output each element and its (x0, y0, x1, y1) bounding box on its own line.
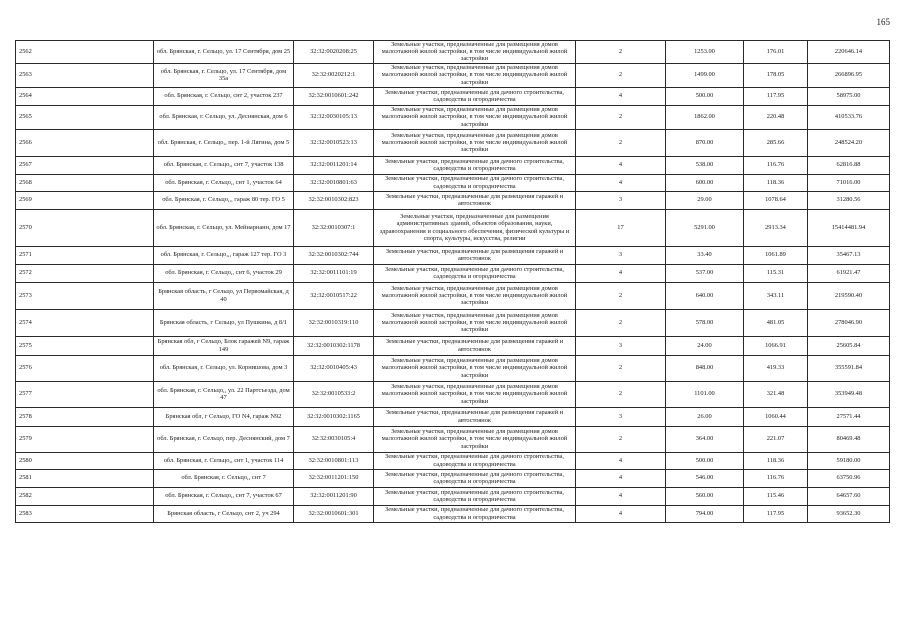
specific-value-cell: 419.33 (744, 355, 808, 381)
table-row (16, 63, 890, 87)
use-group-code-cell: 4 (576, 87, 666, 105)
specific-value-cell: 178.05 (744, 63, 808, 87)
cadastral-value-cell: 61921.47 (808, 264, 890, 282)
table-row (16, 246, 890, 264)
land-valuation-table (15, 40, 890, 523)
row-number: 2569 (16, 191, 154, 209)
area-cell: 600.00 (666, 174, 744, 191)
area-cell: 1499.00 (666, 63, 744, 87)
land-use-cell: Земельные участки, предназначенные для размещения гаражей и автостоянок (374, 336, 576, 355)
table-row (16, 129, 890, 156)
address-cell: обл. Брянская, г. Сельцо, ул. 17 Сентября, дом 25 (154, 41, 294, 64)
specific-value-cell: 176.01 (744, 41, 808, 64)
land-use-cell: Земельные участки, предназначенные для дачного строительства, садоводства и огородничества (374, 87, 576, 105)
cadastral-number-cell: 32:32:0011201:90 (294, 487, 374, 505)
row-number: 2579 (16, 426, 154, 452)
table-row (16, 209, 890, 246)
address-cell: обл. Брянская, г. Сельцо, снт 2, участок 237 (154, 87, 294, 105)
area-cell: 1253.00 (666, 41, 744, 64)
cadastral-value-cell: 248524.20 (808, 129, 890, 156)
cadastral-number-cell: 32:32:0010302:823 (294, 191, 374, 209)
cadastral-number-cell: 32:32:0010302:1178 (294, 336, 374, 355)
area-cell: 546.00 (666, 469, 744, 487)
use-group-code-cell: 4 (576, 174, 666, 191)
address-cell: обл. Брянская, г. Сельцо,, снт 1, участок 114 (154, 452, 294, 469)
row-number: 2575 (16, 336, 154, 355)
cadastral-number-cell: 32:32:0010601:301 (294, 505, 374, 522)
land-use-cell: Земельные участки, предназначенные для размещения домов малоэтажной жилой застройки, в том числе индивидуальной жилой застройки (374, 105, 576, 129)
row-number: 2582 (16, 487, 154, 505)
table-row (16, 505, 890, 522)
cadastral-number-cell: 32:32:0010319:110 (294, 309, 374, 336)
cadastral-value-cell: 266896.95 (808, 63, 890, 87)
area-cell: 640.00 (666, 282, 744, 309)
specific-value-cell: 1066.91 (744, 336, 808, 355)
cadastral-number-cell: 32:32:0010517:22 (294, 282, 374, 309)
row-number: 2566 (16, 129, 154, 156)
row-number: 2577 (16, 381, 154, 407)
use-group-code-cell: 4 (576, 452, 666, 469)
address-cell: обл. Брянская, г. Сельцо,, снт 6, участок 29 (154, 264, 294, 282)
address-cell: обл. Брянская, г. Сельцо,, пер. 1-й Лягина, дом 5 (154, 129, 294, 156)
land-use-cell: Земельные участки, предназначенные для размещения домов малоэтажной жилой застройки, в том числе индивидуальной жилой застройки (374, 63, 576, 87)
land-use-cell: Земельные участки, предназначенные для размещения домов малоэтажной жилой застройки, в том числе индивидуальной жилой застройки (374, 309, 576, 336)
address-cell: Брянская область, г Сельцо, ул Первомайская, д 40 (154, 282, 294, 309)
use-group-code-cell: 3 (576, 246, 666, 264)
address-cell: обл. Брянская, г. Сельцо,,, гараж 80 тер. ГО 5 (154, 191, 294, 209)
row-number: 2583 (16, 505, 154, 522)
cadastral-value-cell: 25605.84 (808, 336, 890, 355)
row-number: 2580 (16, 452, 154, 469)
table-row (16, 469, 890, 487)
table-row (16, 426, 890, 452)
cadastral-value-cell: 219590.40 (808, 282, 890, 309)
specific-value-cell: 1060.44 (744, 407, 808, 426)
cadastral-number-cell: 32:32:0010801:63 (294, 174, 374, 191)
table-row (16, 264, 890, 282)
specific-value-cell: 115.31 (744, 264, 808, 282)
row-number: 2572 (16, 264, 154, 282)
cadastral-number-cell: 32:32:0011201:14 (294, 156, 374, 174)
specific-value-cell: 118.36 (744, 174, 808, 191)
table-row (16, 336, 890, 355)
specific-value-cell: 118.36 (744, 452, 808, 469)
cadastral-value-cell: 63750.96 (808, 469, 890, 487)
address-cell: обл. Брянская, г. Сельцо, ул. 17 Сентября, дом 35а (154, 63, 294, 87)
land-use-cell: Земельные участки, предназначенные для размещения домов малоэтажной жилой застройки, в том числе индивидуальной жилой застройки (374, 381, 576, 407)
area-cell: 364.00 (666, 426, 744, 452)
table-row (16, 407, 890, 426)
use-group-code-cell: 2 (576, 63, 666, 87)
area-cell: 29.00 (666, 191, 744, 209)
cadastral-number-cell: 32:32:0010405:43 (294, 355, 374, 381)
page-number: 165 (876, 17, 890, 27)
specific-value-cell: 1061.89 (744, 246, 808, 264)
table-row (16, 381, 890, 407)
specific-value-cell: 321.48 (744, 381, 808, 407)
use-group-code-cell: 2 (576, 426, 666, 452)
land-use-cell: Земельные участки, предназначенные для размещения домов малоэтажной жилой застройки, в том числе индивидуальной жилой застройки (374, 282, 576, 309)
cadastral-value-cell: 353949.48 (808, 381, 890, 407)
land-use-cell: Земельные участки, предназначенные для размещения домов малоэтажной жилой застройки, в том числе индивидуальной жилой застройки (374, 426, 576, 452)
cadastral-number-cell: 32:32:0030105:13 (294, 105, 374, 129)
area-cell: 870.00 (666, 129, 744, 156)
cadastral-value-cell: 80469.48 (808, 426, 890, 452)
table-row (16, 282, 890, 309)
table-row (16, 41, 890, 64)
specific-value-cell: 1078.64 (744, 191, 808, 209)
cadastral-value-cell: 35467.13 (808, 246, 890, 264)
area-cell: 560.00 (666, 487, 744, 505)
cadastral-number-cell: 32:32:0010302:744 (294, 246, 374, 264)
use-group-code-cell: 17 (576, 209, 666, 246)
address-cell: обл. Брянская, г. Сельцо, ул. Корнишова, дом 3 (154, 355, 294, 381)
use-group-code-cell: 4 (576, 264, 666, 282)
use-group-code-cell: 2 (576, 105, 666, 129)
specific-value-cell: 117.95 (744, 87, 808, 105)
use-group-code-cell: 2 (576, 129, 666, 156)
land-use-cell: Земельные участки, предназначенные для дачного строительства, садоводства и огородничества (374, 487, 576, 505)
use-group-code-cell: 3 (576, 191, 666, 209)
cadastral-value-cell: 355591.84 (808, 355, 890, 381)
specific-value-cell: 115.46 (744, 487, 808, 505)
row-number: 2574 (16, 309, 154, 336)
address-cell: обл. Брянская, г. Сельцо,, снт 7, участок 138 (154, 156, 294, 174)
row-number: 2564 (16, 87, 154, 105)
address-cell: Брянская область, г Сельцо, ул Пушкина, д 8/1 (154, 309, 294, 336)
cadastral-value-cell: 27571.44 (808, 407, 890, 426)
land-use-cell: Земельные участки, предназначенные для дачного строительства, садоводства и огородничества (374, 156, 576, 174)
specific-value-cell: 117.95 (744, 505, 808, 522)
cadastral-value-cell: 62816.88 (808, 156, 890, 174)
row-number: 2573 (16, 282, 154, 309)
use-group-code-cell: 2 (576, 309, 666, 336)
table-row (16, 355, 890, 381)
land-use-cell: Земельные участки, предназначенные для размещения домов малоэтажной жилой застройки, в том числе индивидуальной жилой застройки (374, 129, 576, 156)
area-cell: 24.00 (666, 336, 744, 355)
cadastral-number-cell: 32:32:0020212:1 (294, 63, 374, 87)
table-row (16, 87, 890, 105)
use-group-code-cell: 2 (576, 381, 666, 407)
cadastral-value-cell: 59180.00 (808, 452, 890, 469)
cadastral-value-cell: 278046.90 (808, 309, 890, 336)
row-number: 2568 (16, 174, 154, 191)
cadastral-number-cell: 32:32:0020208:25 (294, 41, 374, 64)
cadastral-value-cell: 71016.00 (808, 174, 890, 191)
table-row (16, 174, 890, 191)
address-cell: обл. Брянская, г. Сельцо, пер. Деснянский, дом 7 (154, 426, 294, 452)
specific-value-cell: 481.05 (744, 309, 808, 336)
row-number: 2567 (16, 156, 154, 174)
cadastral-value-cell: 58975.00 (808, 87, 890, 105)
use-group-code-cell: 4 (576, 156, 666, 174)
address-cell: обл. Брянская, г. Сельцо, ул. Мейнарнанн, дом 17 (154, 209, 294, 246)
area-cell: 848.00 (666, 355, 744, 381)
row-number: 2581 (16, 469, 154, 487)
area-cell: 578.00 (666, 309, 744, 336)
row-number: 2562 (16, 41, 154, 64)
specific-value-cell: 221.07 (744, 426, 808, 452)
row-number: 2565 (16, 105, 154, 129)
land-use-cell: Земельные участки, предназначенные для дачного строительства, садоводства и огородничества (374, 469, 576, 487)
use-group-code-cell: 3 (576, 407, 666, 426)
address-cell: Брянская обл, г Сельцо, Блок гаражей N9, гараж 149 (154, 336, 294, 355)
area-cell: 794.00 (666, 505, 744, 522)
land-use-cell: Земельные участки, предназначенные для размещения гаражей и автостоянок (374, 191, 576, 209)
land-use-cell: Земельные участки, предназначенные для размещения административных зданий, объектов образования, науки, здравоохранения и социального обеспечения, физической культуры и спорта, культуры, искусства, религии (374, 209, 576, 246)
table-row (16, 487, 890, 505)
address-cell: обл. Брянская, г. Сельцо,, снт 7 (154, 469, 294, 487)
area-cell: 1101.00 (666, 381, 744, 407)
cadastral-number-cell: 32:32:0011101:19 (294, 264, 374, 282)
area-cell: 538.00 (666, 156, 744, 174)
specific-value-cell: 116.76 (744, 469, 808, 487)
cadastral-number-cell: 32:32:0010801:113 (294, 452, 374, 469)
land-use-cell: Земельные участки, предназначенные для размещения гаражей и автостоянок (374, 407, 576, 426)
address-cell: обл. Брянская, г. Сельцо,, ул. 22 Партсъезда, дом 47 (154, 381, 294, 407)
area-cell: 26.00 (666, 407, 744, 426)
address-cell: обл. Брянская, г. Сельцо,, снт 1, участок 64 (154, 174, 294, 191)
use-group-code-cell: 4 (576, 469, 666, 487)
row-number: 2570 (16, 209, 154, 246)
specific-value-cell: 116.76 (744, 156, 808, 174)
address-cell: Брянская область, г Сельцо, снт 2, уч 294 (154, 505, 294, 522)
cadastral-number-cell: 32:32:0010523:13 (294, 129, 374, 156)
cadastral-number-cell: 32:32:0011201:150 (294, 469, 374, 487)
cadastral-number-cell: 32:32:0030105:4 (294, 426, 374, 452)
cadastral-value-cell: 31280.56 (808, 191, 890, 209)
land-use-cell: Земельные участки, предназначенные для дачного строительства, садоводства и огородничества (374, 505, 576, 522)
cadastral-value-cell: 410533.76 (808, 105, 890, 129)
table-row (16, 452, 890, 469)
land-use-cell: Земельные участки, предназначенные для дачного строительства, садоводства и огородничества (374, 264, 576, 282)
address-cell: обл. Брянская, г. Сельцо, ул. Деснянская, дом 6 (154, 105, 294, 129)
row-number: 2571 (16, 246, 154, 264)
land-use-cell: Земельные участки, предназначенные для дачного строительства, садоводства и огородничества (374, 174, 576, 191)
table-row (16, 191, 890, 209)
address-cell: обл. Брянская, г. Сельцо,,, гараж 127 тер. ГО 3 (154, 246, 294, 264)
row-number: 2578 (16, 407, 154, 426)
address-cell: обл. Брянская, г. Сельцо,, снт 7, участок 67 (154, 487, 294, 505)
land-use-cell: Земельные участки, предназначенные для размещения домов малоэтажной жилой застройки, в том числе индивидуальной жилой застройки (374, 41, 576, 64)
area-cell: 537.00 (666, 264, 744, 282)
use-group-code-cell: 2 (576, 282, 666, 309)
use-group-code-cell: 2 (576, 41, 666, 64)
cadastral-number-cell: 32:32:0010307:1 (294, 209, 374, 246)
cadastral-value-cell: 220646.14 (808, 41, 890, 64)
cadastral-number-cell: 32:32:0010601:242 (294, 87, 374, 105)
area-cell: 33.40 (666, 246, 744, 264)
specific-value-cell: 220.48 (744, 105, 808, 129)
land-use-cell: Земельные участки, предназначенные для размещения домов малоэтажной жилой застройки, в том числе индивидуальной жилой застройки (374, 355, 576, 381)
table-row (16, 105, 890, 129)
use-group-code-cell: 4 (576, 505, 666, 522)
row-number: 2563 (16, 63, 154, 87)
table-row (16, 309, 890, 336)
cadastral-value-cell: 15414481.94 (808, 209, 890, 246)
land-use-cell: Земельные участки, предназначенные для размещения гаражей и автостоянок (374, 246, 576, 264)
area-cell: 5291.00 (666, 209, 744, 246)
cadastral-number-cell: 32:32:0010302:1165 (294, 407, 374, 426)
address-cell: Брянская обл, г Сельцо, ГО N4, гараж N92 (154, 407, 294, 426)
specific-value-cell: 343.11 (744, 282, 808, 309)
area-cell: 1862.00 (666, 105, 744, 129)
use-group-code-cell: 3 (576, 336, 666, 355)
area-cell: 500.00 (666, 87, 744, 105)
use-group-code-cell: 4 (576, 487, 666, 505)
cadastral-number-cell: 32:32:0010533:2 (294, 381, 374, 407)
use-group-code-cell: 2 (576, 355, 666, 381)
specific-value-cell: 2913.34 (744, 209, 808, 246)
specific-value-cell: 285.66 (744, 129, 808, 156)
area-cell: 500.00 (666, 452, 744, 469)
cadastral-value-cell: 93652.30 (808, 505, 890, 522)
row-number: 2576 (16, 355, 154, 381)
cadastral-value-cell: 64657.60 (808, 487, 890, 505)
table-row (16, 156, 890, 174)
land-use-cell: Земельные участки, предназначенные для дачного строительства, садоводства и огородничества (374, 452, 576, 469)
